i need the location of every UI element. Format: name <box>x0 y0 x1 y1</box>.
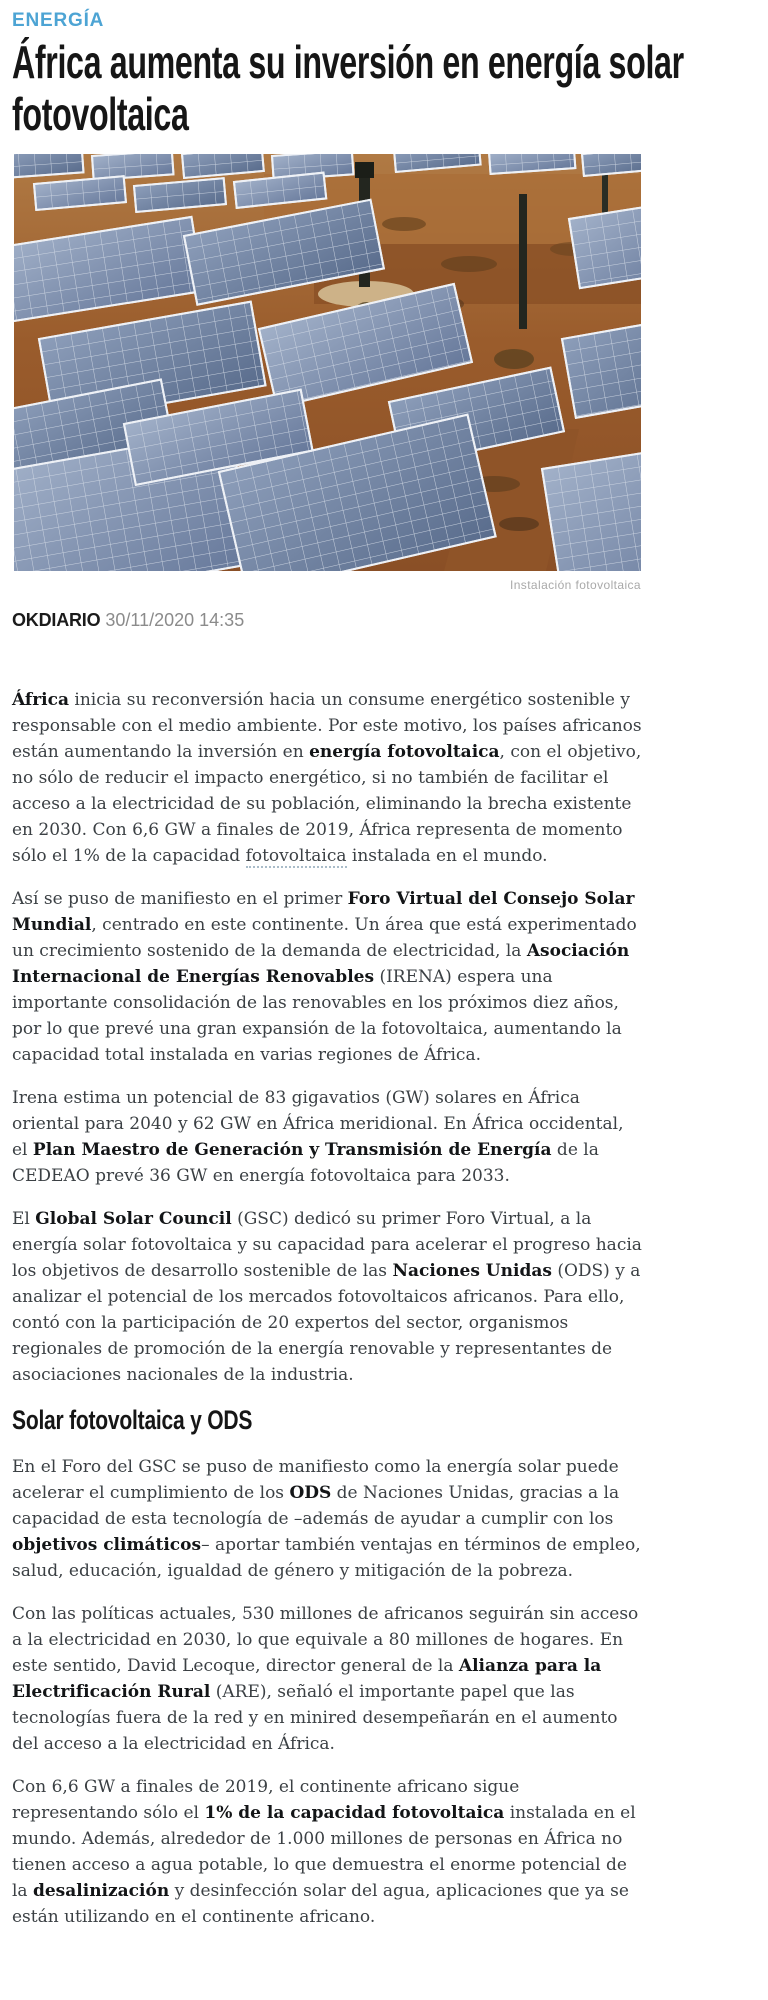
text-run: (ARE), señaló el importante papel que las tecnologías fuera de la red y en minired desempeñarán en el aumento del acceso a la electricidad en África. <box>12 1682 618 1754</box>
photo-caption: Instalación fotovoltaica <box>509 578 641 592</box>
text-run: Con las políticas actuales, 530 millones de africanos seguirán sin acceso a la electricidad en 2030, lo que equivale a 80 millones de hogares. En este sentido, David Lecoque, director general de la <box>12 1604 639 1676</box>
bold-text: 1% de la capacidad fotovoltaica <box>204 1803 505 1823</box>
article-figure <box>14 154 641 592</box>
text-run: instalada en el mundo. <box>346 846 548 866</box>
bold-text: Global Solar Council <box>35 1209 232 1229</box>
article-photo <box>14 154 641 571</box>
article-body <box>12 687 644 1930</box>
text-run: (GSC) dedicó su primer Foro Virtual, a la energía solar fotovoltaica y su capacidad para acelerar el progreso hacia los objetivos de desarrollo sostenible de las <box>12 1209 642 1281</box>
text-run: (IRENA) espera una importante consolidación de las renovables en los próximos diez años, por lo que prevé una gran expansión de la fotovoltaica, aumentando la capacidad total instalada en varias regiones de África. <box>12 967 622 1065</box>
inline-link[interactable]: fotovoltaica <box>245 846 347 866</box>
article-content <box>0 10 768 1930</box>
text-run: En el Foro del GSC se puso de manifiesto como la energía solar puede acelerar el cumplimiento de los <box>12 1457 619 1503</box>
article-paragraph <box>12 1454 644 1584</box>
bold-text: energía fotovoltaica <box>309 742 500 762</box>
text-run: El <box>12 1209 36 1229</box>
text-run: Irena estima un potencial de 83 gigavatios (GW) solares en África oriental para 2040 y 62 GW en África meridional. En África occidental, el <box>12 1088 624 1160</box>
article-paragraph <box>12 687 644 869</box>
article-paragraph <box>12 1206 644 1388</box>
text-run: – aportar también ventajas en términos de empleo, salud, educación, igualdad de género y mitigación de la pobreza. <box>12 1535 641 1581</box>
bold-text: ODS <box>289 1483 332 1503</box>
text-run: (ODS) y a analizar el potencial de los mercados fotovoltaicos africanos. Para ello, contó con la participación de 20 expertos del sector, organismos regionales de promoción de la energía renovable y representantes de asociaciones nacionales de la industria. <box>12 1261 641 1385</box>
text-run: Con 6,6 GW a finales de 2019, el continente africano sigue representando sólo el <box>12 1777 520 1823</box>
author-name[interactable]: OKDIARIO <box>12 610 101 630</box>
text-run: de Naciones Unidas, gracias a la capacidad de esta tecnología de –además de ayudar a cumplir con los <box>12 1483 620 1529</box>
publish-datetime: 30/11/2020 14:35 <box>105 610 245 630</box>
text-run: y desinfección solar del agua, aplicaciones que ya se están utilizando en el continente africano. <box>12 1881 629 1927</box>
bold-text: desalinización <box>32 1881 170 1901</box>
text-run: , centrado en este continente. Un área que está experimentado un crecimiento sostenido de la demanda de electricidad, la <box>12 915 637 961</box>
text-run: Así se puso de manifiesto en el primer <box>12 889 348 909</box>
bold-text: objetivos climáticos <box>12 1535 202 1555</box>
article-paragraph <box>12 1601 644 1757</box>
bold-text: Plan Maestro de Generación y Transmisión de Energía <box>32 1140 552 1160</box>
byline <box>12 609 768 631</box>
text-run: de la CEDEAO prevé 36 GW en energía fotovoltaica para 2033. <box>12 1140 599 1186</box>
bold-text: Asociación Internacional de Energías Renovables <box>12 941 630 987</box>
text-run: inicia su reconversión hacia un consume energético sostenible y responsable con el medio ambiente. Por este motivo, los países africanos están aumentando la inversión en <box>12 690 642 762</box>
section-heading: Solar fotovoltaica y ODS <box>12 1405 253 1435</box>
article-headline: África aumenta su inversión en energía solar fotovoltaica <box>12 36 684 140</box>
article-paragraph <box>12 1774 644 1930</box>
category-label[interactable]: ENERGÍA <box>12 10 105 31</box>
bold-text: Alianza para la Electrificación Rural <box>12 1656 602 1702</box>
bold-text: Naciones Unidas <box>392 1261 552 1281</box>
text-run: , con el objetivo, no sólo de reducir el impacto energético, si no también de facilitar el acceso a la electricidad de su población, eliminando la brecha existente en 2030. Con 6,6 GW a finales de 2019, África representa de momento sólo el 1% de la capacidad <box>12 742 642 866</box>
bold-text: África <box>12 690 69 710</box>
bold-text: Foro Virtual del Consejo Solar Mundial <box>12 889 635 935</box>
article-paragraph <box>12 886 644 1068</box>
text-run: instalada en el mundo. Además, alrededor de 1.000 millones de personas en África no tienen acceso a agua potable, lo que demuestra el enorme potencial de la <box>12 1803 636 1901</box>
article-paragraph <box>12 1085 644 1189</box>
